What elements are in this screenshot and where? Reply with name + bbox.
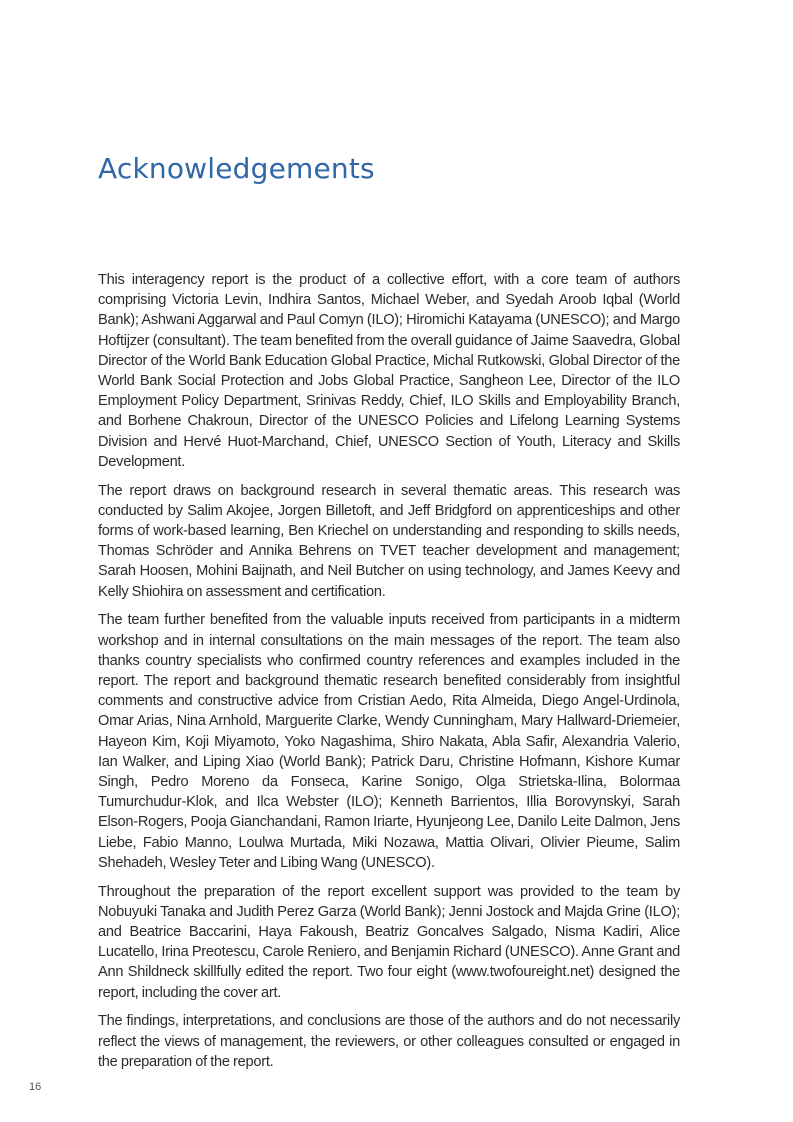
paragraph-reviewers: The team further benefited from the valuable inputs received from participants in a midterm workshop and in internal consultations on the main messages of the report. The team also thanks country specialists who confirmed country references and examples included in the report. The report and background thematic research benefited considerably from insightful comments and constructive advice from Cristian Aedo, Rita Almeida, Diego Angel-Urdinola, Omar Arias, Nina Arnhold, Marguerite Clarke, Wendy Cunningham, Mary Hallward-Driemeier, Hayeon Kim, Koji Miyamoto, Yoko Nagashima, Shiro Nakata, Abla Safir, Alexandria Valerio, Ian Walker, and Liping Xiao (World Bank); Patrick Daru, Christine Hofmann, Kishore Kumar Singh, Pedro Moreno da Fonseca, Karine Sonigo, Olga Strietska-Ilina, Bolormaa Tumurchudur-Klok, and Ilca Webster (ILO); Kenneth Barrientos, Illia Borovynskyi, Sarah Elson-Rogers, Pooja Gianchandani, Ramon Iriarte, Hyunjeong Lee, Danilo Leite Dalmon, Jens Liebe, Fabio Manno, Loulwa Murtada, Miki Nozawa, Mattia Olivari, Olivier Pieume, Salim Shehadeh, Wesley Teter and Libing Wang (UNESCO). bbox=[98, 612, 680, 871]
page-number: 16 bbox=[29, 1081, 42, 1093]
paragraph-background-research: The report draws on background research in several thematic areas. This research was conducted by Salim Akojee, Jorgen Billetoft, and Jeff Bridgford on apprenticeships and other forms of work-based learning, Ben Kriechel on understanding and responding to skills needs, Thomas Schröder and Annika Behrens on TVET teacher development and management; Sarah Hoosen, Mohini Baijnath, and Neil Butcher on using technology, and James Keevy and Kelly Shiohira on assessment and certification. bbox=[98, 482, 680, 600]
page-title: Acknowledgements bbox=[98, 152, 375, 185]
paragraph-support: Throughout the preparation of the report excellent support was provided to the team by Nobuyuki Tanaka and Judith Perez Garza (World Bank); Jenni Jostock and Majda Grine (ILO); and Beatrice Baccarini, Haya Fakoush, Beatriz Goncalves Salgado, Nisma Kadiri, Alice Lucatello, Irina Preotescu, Carole Reniero, and Benjamin Richard (UNESCO). Anne Grant and Ann Shildneck skillfully edited the report. Two four eight (www.twofoureight.net) designed the report, including the cover art. bbox=[98, 883, 680, 1001]
paragraph-core-team: This interagency report is the product of a collective effort, with a core team of authors comprising Victoria Levin, Indhira Santos, Michael Weber, and Syedah Aroob Iqbal (World Bank); Ashwani Aggarwal and Paul Comyn (ILO); Hiromichi Katayama (UNESCO); and Margo Hoftijzer (consultant). The team benefited from the overall guidance of Jaime Saavedra, Global Director of the World Bank Education Global Practice, Michal Rutkowski, Global Director of the World Bank Social Protection and Jobs Global Practice, Sangheon Lee, Director of the ILO Employment Policy Department, Srinivas Reddy, Chief, ILO Skills and Employability Branch, and Borhene Chakroun, Director of the UNESCO Policies and Lifelong Learning Systems Division and Hervé Huot-Marchand, Chief, UNESCO Section of Youth, Literacy and Skills Development. bbox=[98, 272, 680, 470]
paragraph-disclaimer: The findings, interpretations, and conclusions are those of the authors and do not necessarily reflect the views of management, the reviewers, or other colleagues consulted or engaged in the preparation of the report. bbox=[98, 1013, 680, 1070]
acknowledgements-body bbox=[98, 270, 680, 1081]
